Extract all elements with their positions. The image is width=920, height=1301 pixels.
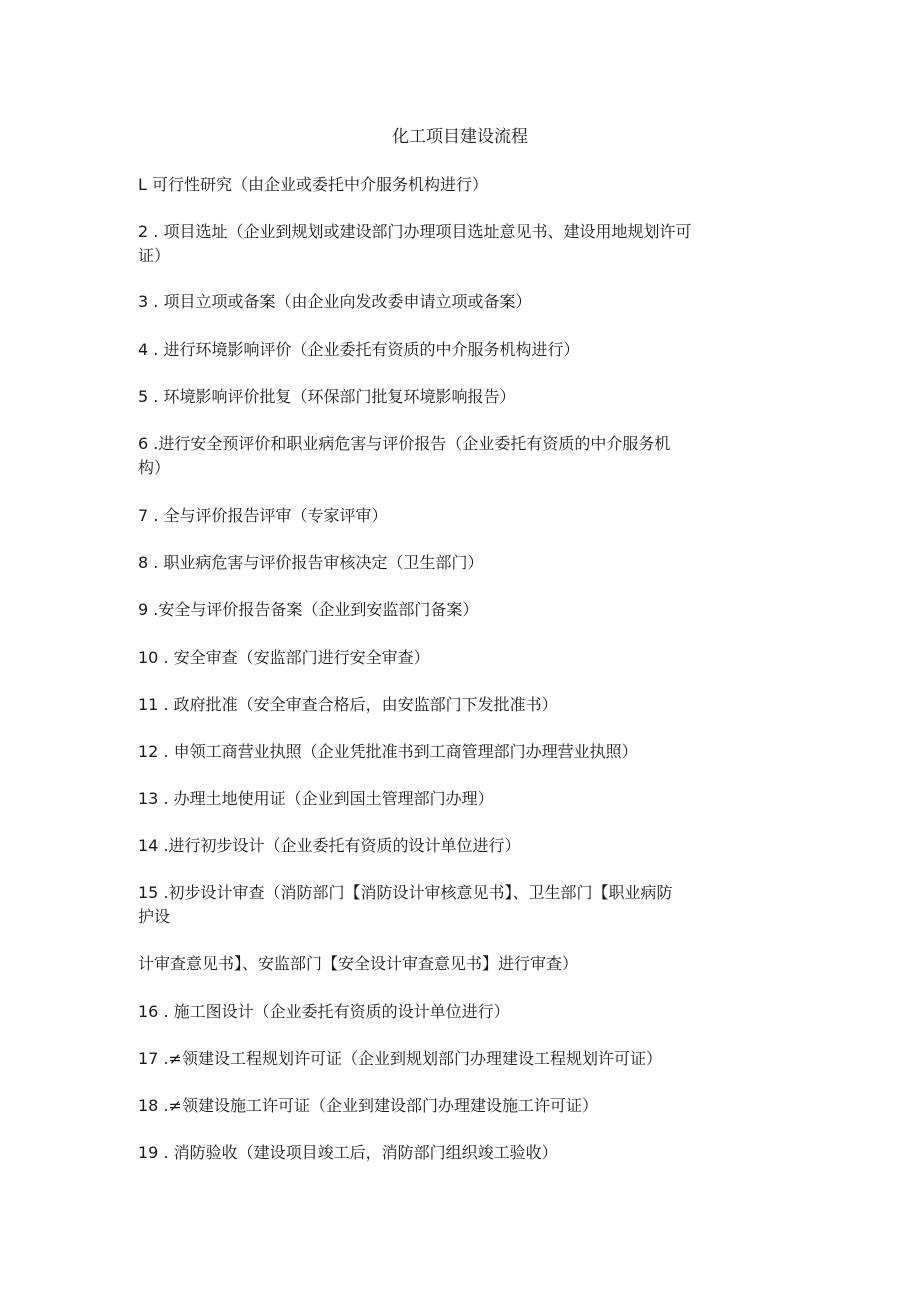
list-item: 17 .≠领建设工程规划许可证（企业到规划部门办理建设工程规划许可证） xyxy=(138,1049,662,1068)
list-item: 2 . 项目选址（企业到规划或建设部门办理项目选址意见书、建设用地规划许可 xyxy=(138,222,692,241)
list-item-continuation: 构） xyxy=(138,458,171,477)
list-item-continuation: 证） xyxy=(138,246,171,265)
list-item: 15 .初步设计审查（消防部门【消防设计审核意见书】、卫生部门【职业病防 xyxy=(138,883,673,902)
list-item: 11 . 政府批准（安全审查合格后，由安监部门下发批准书） xyxy=(138,695,558,714)
list-item: 19 . 消防验收（建设项目竣工后，消防部门组织竣工验收） xyxy=(138,1143,558,1162)
list-item-continuation: 计审查意见书】、安监部门【安全设计审查意见书】进行审查） xyxy=(138,954,579,973)
list-item: 18 .≠领建设施工许可证（企业到建设部门办理建设施工许可证） xyxy=(138,1096,598,1115)
list-item: 8 . 职业病危害与评价报告审核决定（卫生部门） xyxy=(138,553,484,572)
list-item: L 可行性研究（由企业或委托中介服务机构进行） xyxy=(138,175,489,194)
list-item: 12 . 申领工商营业执照（企业凭批准书到工商管理部门办理营业执照） xyxy=(138,742,638,761)
list-item: 7 . 全与评价报告评审（专家评审） xyxy=(138,506,388,525)
page-title: 化工项目建设流程 xyxy=(392,127,528,147)
list-item: 5 . 环境影响评价批复（环保部门批复环境影响报告） xyxy=(138,387,516,406)
list-item: 13 . 办理土地使用证（企业到国土管理部门办理） xyxy=(138,789,494,808)
list-item: 9 .安全与评价报告备案（企业到安监部门备案） xyxy=(138,600,479,619)
list-item-continuation: 护设 xyxy=(138,907,171,926)
list-item: 6 .进行安全预评价和职业病危害与评价报告（企业委托有资质的中介服务机 xyxy=(138,434,671,453)
list-item: 14 .进行初步设计（企业委托有资质的设计单位进行） xyxy=(138,836,521,855)
list-item: 10 . 安全审查（安监部门进行安全审查） xyxy=(138,648,430,667)
list-item: 3 . 项目立项或备案（由企业向发改委申请立项或备案） xyxy=(138,292,532,311)
list-item: 16 . 施工图设计（企业委托有资质的设计单位进行） xyxy=(138,1002,510,1021)
list-item: 4 . 进行环境影响评价（企业委托有资质的中介服务机构进行） xyxy=(138,340,580,359)
